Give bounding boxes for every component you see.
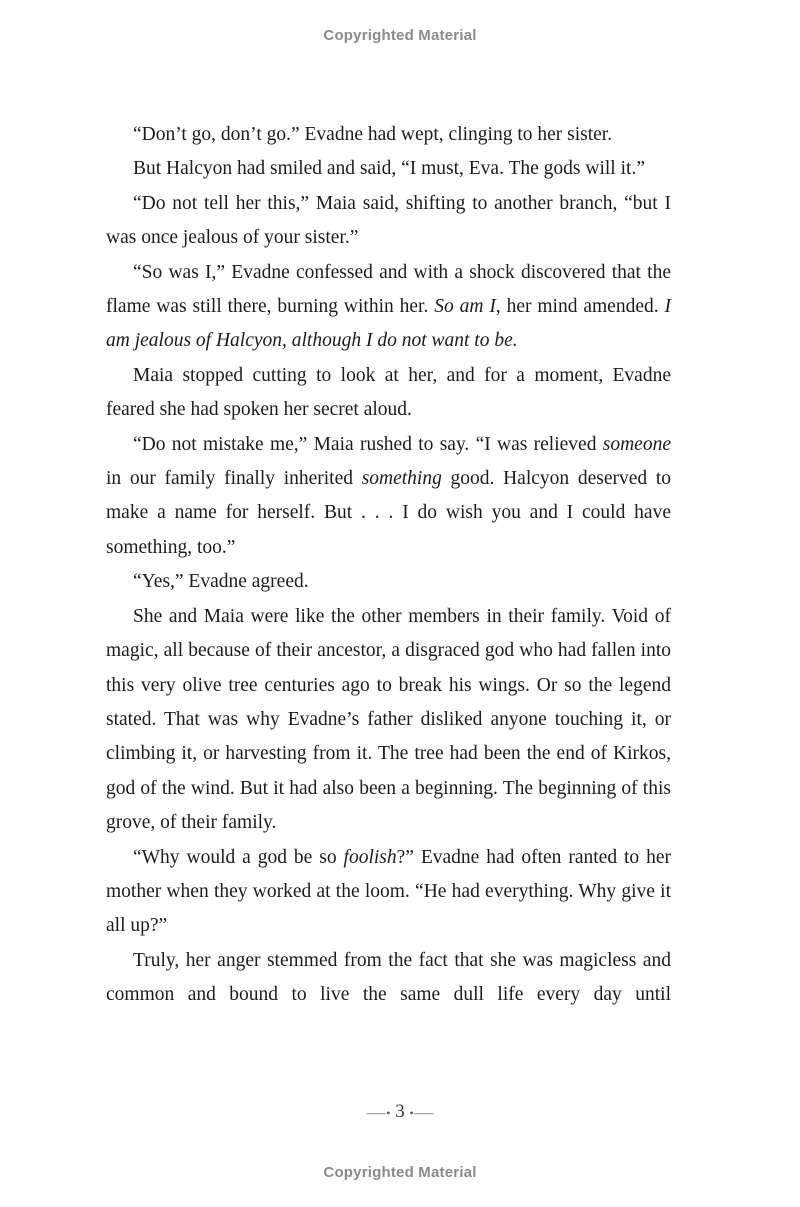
text-run: “Do not mistake me,” Maia rushed to say. “I was relieved xyxy=(133,433,603,455)
text-run: “Yes,” Evadne agreed. xyxy=(133,571,309,593)
text-run: “Do not tell her this,” Maia said, shifting to another branch, “but I was once jealous of your sister.” xyxy=(106,192,671,249)
text-run: “So was I,” Evadne confessed and with a shock discovered that the flame was still there, burning within her. xyxy=(106,261,671,318)
paragraph xyxy=(106,565,671,599)
text-run: good. Halcyon deserved to make a name for herself. But . . . I do wish you and I could have something, too.” xyxy=(106,468,671,558)
paragraph xyxy=(106,428,671,566)
text-run: Maia stopped cutting to look at her, and for a moment, Evadne feared she had spoken her secret aloud. xyxy=(106,364,671,421)
paragraph xyxy=(106,256,671,359)
folio-ornament-right: •⸺ xyxy=(409,1106,435,1121)
paragraph xyxy=(106,944,671,1013)
italic-text: something xyxy=(361,468,442,490)
italic-text: someone xyxy=(602,433,671,455)
text-run: “Why would a god be so xyxy=(133,846,344,868)
folio-ornament-left: ⸺• xyxy=(365,1106,391,1121)
text-run: , her mind amended. xyxy=(495,296,665,318)
text-run: in our family finally inherited xyxy=(106,468,362,490)
italic-text: I am jealous of Halcyon, although I do not want to be. xyxy=(106,296,672,352)
paragraph xyxy=(106,118,671,152)
text-run: Truly, her anger stemmed from the fact that she was magicless and common and bound to live the same dull life every day until xyxy=(106,949,671,1006)
italic-text: So am I xyxy=(434,296,496,318)
page-number-value: 3 xyxy=(395,1101,405,1122)
text-run: ?” Evadne had often ranted to her mother when they worked at the loom. “He had everything. Why give it all up?” xyxy=(106,846,671,937)
copyright-watermark-top: Copyrighted Material xyxy=(323,27,477,44)
paragraph xyxy=(106,152,671,186)
copyright-watermark-bottom: Copyrighted Material xyxy=(323,1164,477,1181)
paragraph xyxy=(106,359,671,428)
page-number xyxy=(0,1101,800,1123)
italic-text: foolish xyxy=(343,846,397,868)
text-run: “Don’t go, don’t go.” Evadne had wept, clinging to her sister. xyxy=(133,124,613,145)
text-run: She and Maia were like the other members in their family. Void of magic, all because of their ancestor, a disgraced god who had fallen into this very olive tree centuries ago to break his wings. Or so the legend stated. That was why Evadne’s father disliked anyone touching it, or climbing it, or harvesting from it. The tree had been the end of Kirkos, god of the wind. But it had also been a beginning. The beginning of this grove, of their family. xyxy=(106,605,671,834)
paragraph xyxy=(106,841,671,944)
text-run: But Halcyon had smiled and said, “I must, Eva. The gods will it.” xyxy=(133,158,645,180)
page-body-text xyxy=(106,118,671,1013)
paragraph xyxy=(106,600,671,841)
paragraph xyxy=(106,187,671,256)
